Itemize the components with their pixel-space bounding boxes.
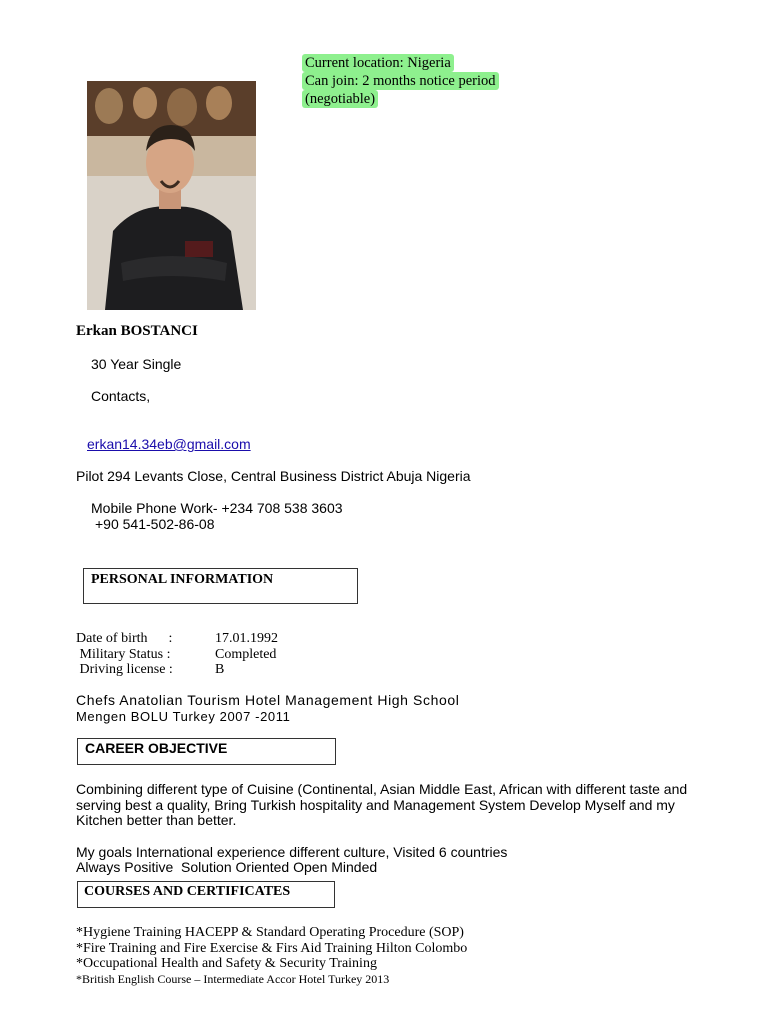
personal-information-title: PERSONAL INFORMATION [91, 572, 274, 587]
courses-title: COURSES AND CERTIFICATES [84, 884, 291, 899]
personal-information-table [76, 631, 278, 678]
location-note [302, 54, 499, 108]
info-label: Military Status : [76, 646, 171, 662]
courses-list [76, 925, 467, 987]
course-item: *Hygiene Training HACEPP & Standard Operating Procedure (SOP) [76, 925, 464, 940]
candidate-name: Erkan BOSTANCI [76, 323, 198, 339]
courses-box [77, 881, 335, 908]
attitude-line: Always Positive Solution Oriented Open Minded [76, 859, 378, 875]
phone-work: Mobile Phone Work- +234 708 538 3603 [91, 500, 343, 516]
career-objective-box [77, 738, 336, 765]
personal-information-box [83, 568, 358, 604]
career-objective-title: CAREER OBJECTIVE [85, 740, 228, 756]
info-label: Date of birth : [76, 631, 173, 646]
negotiable-line: (negotiable) [302, 90, 378, 108]
info-row [76, 647, 278, 663]
notice-line: Can join: 2 months notice period [302, 72, 499, 90]
phone-alt: +90 541-502-86-08 [95, 516, 215, 532]
course-item: *British English Course – Intermediate Accor Hotel Turkey 2013 [76, 971, 390, 986]
address: Pilot 294 Levants Close, Central Business District Abuja Nigeria [76, 468, 471, 484]
education-place-years: Mengen BOLU Turkey 2007 -2011 [76, 709, 291, 724]
info-value: Completed [215, 646, 277, 662]
age-status: 30 Year Single [91, 356, 182, 372]
contacts-label: Contacts, [91, 388, 151, 404]
info-value: 17.01.1992 [215, 631, 278, 646]
goals-line: My goals International experience different culture, Visited 6 countries [76, 844, 508, 860]
education-school: Chefs Anatolian Tourism Hotel Management High School [76, 692, 460, 708]
info-row [76, 662, 278, 678]
info-value: B [215, 662, 225, 677]
email-link[interactable]: erkan14.34eb@gmail.com [87, 436, 251, 452]
info-row [76, 631, 278, 647]
info-label: Driving license : [76, 662, 173, 677]
location-line: Current location: Nigeria [302, 54, 454, 72]
portrait-photo [87, 81, 256, 310]
career-objective-paragraph: Combining different type of Cuisine (Continental, Asian Middle East, African with different taste and serving best a quality, Bring Turkish hospitality and Management System Develop Myself and my Kitchen better than better. [76, 781, 688, 828]
course-item: *Occupational Health and Safety & Security Training [76, 956, 377, 971]
course-item: *Fire Training and Fire Exercise & Firs Aid Training Hilton Colombo [76, 940, 468, 956]
